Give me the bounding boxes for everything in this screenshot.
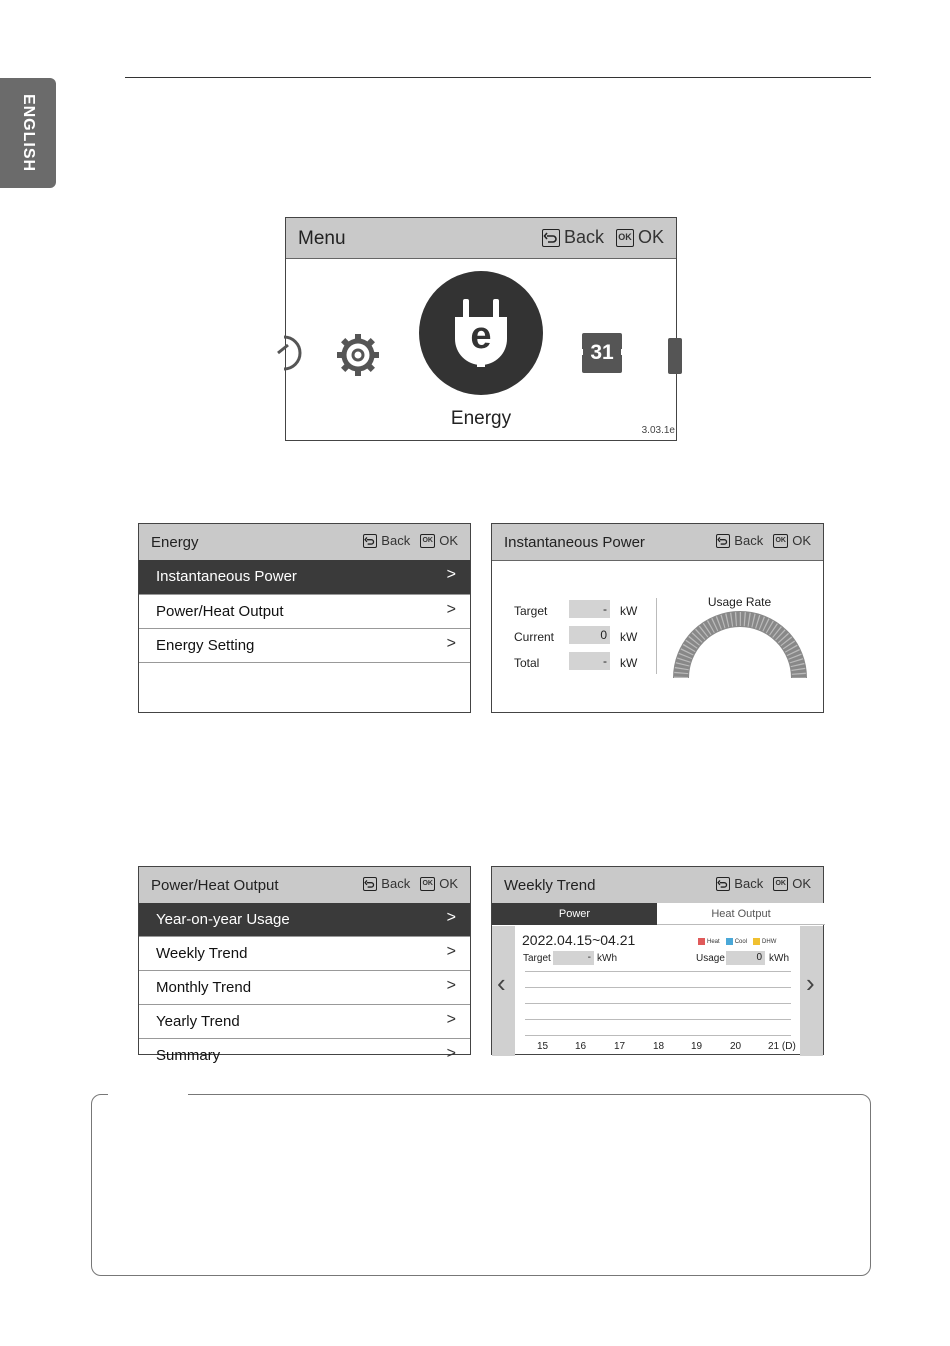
item-label: Monthly Trend <box>156 979 252 996</box>
tab-power[interactable] <box>492 903 657 925</box>
energy-header <box>139 524 470 561</box>
energy-screen <box>138 523 471 713</box>
item-label: Yearly Trend <box>156 1013 240 1030</box>
x-tick: 15 <box>537 1041 549 1052</box>
legend-swatch-heat <box>698 938 705 945</box>
timer-icon[interactable] <box>278 333 298 373</box>
energy-item-energy-setting[interactable] <box>139 629 470 663</box>
target-unit: kW <box>620 604 638 618</box>
energy-icon-circle[interactable] <box>419 271 543 395</box>
legend <box>698 938 776 945</box>
instantaneous-power-screen <box>491 523 824 713</box>
usage-rate-gauge <box>675 612 805 680</box>
settings-gear-icon[interactable] <box>336 333 380 377</box>
x-tick: 20 <box>730 1041 742 1052</box>
back-label[interactable]: Back <box>381 876 411 891</box>
total-value: - <box>569 652 610 670</box>
chevron-right-icon: > <box>446 1011 456 1028</box>
energy-item-instantaneous-power[interactable] <box>139 560 470 595</box>
item-label: Energy Setting <box>156 637 255 654</box>
top-rule <box>125 77 871 78</box>
note-box <box>91 1094 871 1276</box>
lock-icon[interactable] <box>668 338 682 374</box>
ok-icon[interactable]: OK <box>420 877 435 891</box>
language-label: ENGLISH <box>20 93 37 173</box>
language-tab <box>0 78 56 188</box>
power-heat-output-header <box>139 867 470 904</box>
back-icon[interactable] <box>542 229 560 247</box>
back-icon[interactable] <box>716 877 730 891</box>
energy-item-power-heat-output[interactable] <box>139 595 470 629</box>
target-unit: kWh <box>597 953 617 964</box>
ok-label[interactable]: OK <box>439 533 458 548</box>
item-label: Year-on-year Usage <box>156 911 290 928</box>
chevron-right-icon: > <box>446 943 456 960</box>
ok-label[interactable]: OK <box>792 876 811 891</box>
back-label[interactable]: Back <box>734 533 764 548</box>
chevron-right-icon: > <box>446 977 456 994</box>
item-label: Instantaneous Power <box>156 568 297 585</box>
output-item-yearly-trend[interactable] <box>139 1005 470 1039</box>
tab-label: Power <box>558 908 591 920</box>
ok-label[interactable]: OK <box>792 533 811 548</box>
x-tick: 21 (D) <box>768 1041 796 1052</box>
next-week-button[interactable] <box>800 926 823 1056</box>
chart-gridline <box>525 971 791 972</box>
power-heat-output-title: Power/Heat Output <box>151 877 279 894</box>
chevron-left-icon: ‹ <box>497 968 506 998</box>
energy-title: Energy <box>151 534 199 551</box>
selected-menu-label: Energy <box>450 408 512 429</box>
chart-gridline <box>525 987 791 988</box>
ok-label[interactable]: OK <box>637 227 664 247</box>
ok-icon[interactable]: OK <box>420 534 435 548</box>
total-label: Total <box>514 656 540 670</box>
total-unit: kW <box>620 656 638 670</box>
usage-label: Usage <box>696 953 725 964</box>
legend-swatch-dhw <box>753 938 760 945</box>
chevron-right-icon: > <box>446 601 456 618</box>
item-label: Power/Heat Output <box>156 603 284 620</box>
current-unit: kW <box>620 630 638 644</box>
weekly-trend-header <box>492 867 823 903</box>
chevron-right-icon: › <box>806 968 815 998</box>
back-label[interactable]: Back <box>563 227 604 247</box>
back-icon[interactable] <box>363 534 377 548</box>
target-value: - <box>553 951 594 965</box>
chevron-right-icon: > <box>446 566 456 583</box>
legend-item-dhw: DHW <box>753 938 776 945</box>
ok-icon[interactable]: OK <box>773 877 788 891</box>
current-label: Current <box>514 630 555 644</box>
menu-title: Menu <box>298 228 346 249</box>
instantaneous-power-title: Instantaneous Power <box>504 534 645 551</box>
output-item-summary[interactable] <box>139 1039 470 1073</box>
ok-label[interactable]: OK <box>439 876 458 891</box>
power-heat-output-screen <box>138 866 471 1064</box>
weekly-trend-title: Weekly Trend <box>504 877 596 894</box>
chevron-right-icon: > <box>446 909 456 926</box>
ok-icon[interactable]: OK <box>773 534 788 548</box>
legend-swatch-cool <box>726 938 733 945</box>
output-item-monthly-trend[interactable] <box>139 971 470 1005</box>
menu-screen <box>285 217 677 441</box>
menu-header <box>286 218 676 259</box>
version-label: 3.03.1e <box>641 425 675 436</box>
gauge-title: Usage Rate <box>707 595 772 609</box>
x-tick: 18 <box>653 1041 665 1052</box>
prev-week-button[interactable] <box>492 926 515 1056</box>
tab-heat-output[interactable] <box>657 903 825 925</box>
chart-gridline <box>525 1003 791 1004</box>
x-tick: 17 <box>614 1041 626 1052</box>
legend-item-heat: Heat <box>698 938 720 945</box>
vertical-divider <box>656 598 657 674</box>
legend-item-cool: Cool <box>726 938 747 945</box>
output-item-year-on-year-usage[interactable] <box>139 903 470 937</box>
tab-label: Heat Output <box>711 908 771 920</box>
item-label: Weekly Trend <box>156 945 248 962</box>
weekly-trend-screen <box>491 866 824 1055</box>
instantaneous-power-header <box>492 524 823 561</box>
chart-gridline <box>525 1019 791 1020</box>
calendar-icon[interactable] <box>582 333 622 373</box>
target-value: - <box>569 600 610 618</box>
x-tick: 16 <box>575 1041 587 1052</box>
item-label: Summary <box>156 1047 221 1064</box>
target-label: Target <box>523 953 551 964</box>
date-range: 2022.04.15~04.21 <box>522 932 636 948</box>
back-label[interactable]: Back <box>381 533 411 548</box>
output-item-weekly-trend[interactable] <box>139 937 470 971</box>
current-value: 0 <box>569 626 610 644</box>
ok-icon[interactable]: OK <box>616 229 634 247</box>
target-label: Target <box>514 604 548 618</box>
chevron-right-icon: > <box>446 1045 456 1062</box>
usage-value: 0 <box>726 951 765 965</box>
usage-unit: kWh <box>769 953 789 964</box>
chart-gridline <box>525 1035 791 1036</box>
chevron-right-icon: > <box>446 635 456 652</box>
calendar-number: 31 <box>590 341 614 364</box>
x-tick: 19 <box>691 1041 703 1052</box>
back-icon[interactable] <box>363 877 377 891</box>
energy-icon-letter: e <box>470 315 492 357</box>
back-label[interactable]: Back <box>734 876 764 891</box>
note-title-gap <box>108 1090 188 1098</box>
back-icon[interactable] <box>716 534 730 548</box>
